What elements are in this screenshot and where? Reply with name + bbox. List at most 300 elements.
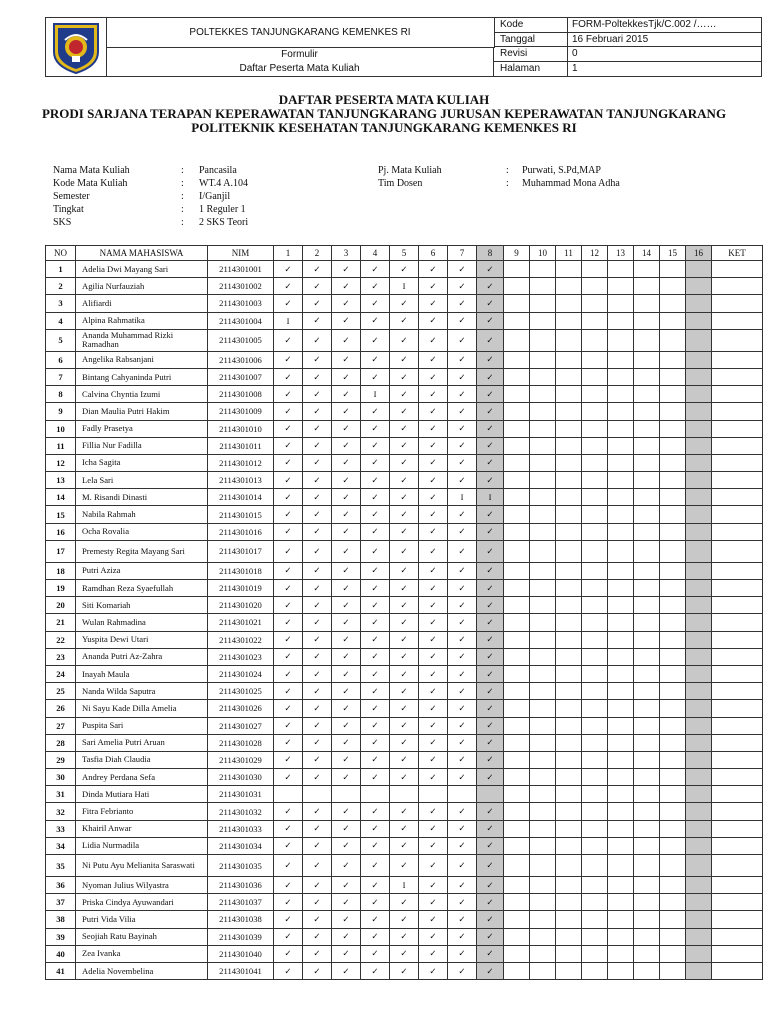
- attendance-mark: ✓: [361, 540, 390, 562]
- attendance-mark: [660, 523, 686, 540]
- attendance-mark: [608, 928, 634, 945]
- info-value: Muhammad Mona Adha: [522, 178, 620, 189]
- student-nim: 2114301014: [208, 489, 274, 506]
- remark-cell: [712, 665, 763, 682]
- row-number: 17: [46, 540, 76, 562]
- student-nim: 2114301015: [208, 506, 274, 523]
- attendance-mark: [634, 597, 660, 614]
- attendance-mark: [556, 506, 582, 523]
- attendance-mark: ✓: [477, 751, 504, 768]
- attendance-mark: [556, 368, 582, 385]
- attendance-mark: [556, 855, 582, 877]
- attendance-mark: [530, 295, 556, 312]
- attendance-mark: ✓: [274, 597, 303, 614]
- attendance-mark: ✓: [390, 700, 419, 717]
- attendance-mark: ✓: [448, 523, 477, 540]
- attendance-mark: ✓: [303, 540, 332, 562]
- attendance-mark: ✓: [361, 597, 390, 614]
- attendance-mark: [686, 472, 712, 489]
- attendance-mark: ✓: [332, 734, 361, 751]
- attendance-mark: ✓: [332, 562, 361, 579]
- attendance-mark: [556, 312, 582, 329]
- attendance-mark: [634, 769, 660, 786]
- attendance-mark: ✓: [477, 472, 504, 489]
- attendance-mark: [608, 351, 634, 368]
- table-row: [46, 489, 763, 506]
- attendance-mark: ✓: [448, 580, 477, 597]
- student-name: Puspita Sari: [76, 717, 208, 734]
- attendance-mark: [582, 295, 608, 312]
- attendance-mark: [686, 820, 712, 837]
- attendance-mark: ✓: [390, 614, 419, 631]
- student-nim: 2114301013: [208, 472, 274, 489]
- student-nim: 2114301007: [208, 368, 274, 385]
- attendance-mark: ✓: [477, 295, 504, 312]
- attendance-mark: [634, 506, 660, 523]
- student-name: Angelika Rabsanjani: [76, 351, 208, 368]
- student-nim: 2114301012: [208, 454, 274, 471]
- attendance-mark: ✓: [361, 928, 390, 945]
- attendance-mark: [582, 769, 608, 786]
- attendance-mark: ✓: [274, 562, 303, 579]
- remark-cell: [712, 351, 763, 368]
- attendance-mark: ✓: [477, 648, 504, 665]
- attendance-mark: ✓: [448, 437, 477, 454]
- attendance-mark: [582, 614, 608, 631]
- attendance-mark: [530, 597, 556, 614]
- attendance-mark: ✓: [303, 386, 332, 403]
- attendance-mark: ✓: [448, 540, 477, 562]
- attendance-mark: [504, 734, 530, 751]
- attendance-mark: [660, 278, 686, 295]
- attendance-mark: ✓: [477, 928, 504, 945]
- student-name: Nabila Rahmah: [76, 506, 208, 523]
- attendance-mark: [634, 803, 660, 820]
- attendance-mark: [608, 945, 634, 962]
- meta-value: FORM-PoltekkesTjk/C.002 /……: [572, 19, 717, 30]
- student-nim: 2114301031: [208, 786, 274, 803]
- attendance-mark: [634, 751, 660, 768]
- attendance-mark: ✓: [274, 683, 303, 700]
- attendance-mark: [660, 700, 686, 717]
- attendance-mark: [660, 820, 686, 837]
- attendance-mark: [686, 312, 712, 329]
- attendance-mark: ✓: [448, 855, 477, 877]
- table-row: [46, 894, 763, 911]
- attendance-mark: ✓: [332, 648, 361, 665]
- student-name: Icha Sagita: [76, 454, 208, 471]
- attendance-mark: ✓: [274, 911, 303, 928]
- attendance-mark: ✓: [419, 368, 448, 385]
- attendance-mark: [582, 386, 608, 403]
- meta-value: 1: [572, 62, 578, 74]
- attendance-mark: [634, 403, 660, 420]
- attendance-mark: [634, 820, 660, 837]
- student-name: Siti Komariah: [76, 597, 208, 614]
- attendance-mark: [477, 786, 504, 803]
- attendance-mark: [556, 648, 582, 665]
- attendance-mark: [556, 295, 582, 312]
- remark-cell: [712, 472, 763, 489]
- attendance-mark: ✓: [303, 631, 332, 648]
- attendance-mark: ✓: [274, 894, 303, 911]
- attendance-mark: ✓: [390, 683, 419, 700]
- student-name: M. Risandi Dinasti: [76, 489, 208, 506]
- attendance-mark: [608, 665, 634, 682]
- attendance-mark: [634, 683, 660, 700]
- attendance-mark: ✓: [390, 717, 419, 734]
- attendance-mark: [582, 597, 608, 614]
- column-header: 3: [332, 246, 361, 261]
- attendance-mark: ✓: [448, 472, 477, 489]
- attendance-mark: [686, 700, 712, 717]
- attendance-mark: ✓: [303, 420, 332, 437]
- student-nim: 2114301018: [208, 562, 274, 579]
- attendance-mark: ✓: [332, 855, 361, 877]
- attendance-mark: ✓: [477, 911, 504, 928]
- attendance-mark: [504, 911, 530, 928]
- student-name: Dinda Mutiara Hati: [76, 786, 208, 803]
- attendance-mark: [660, 911, 686, 928]
- attendance-mark: [660, 386, 686, 403]
- attendance-mark: ✓: [419, 837, 448, 854]
- attendance-mark: [686, 386, 712, 403]
- student-nim: 2114301022: [208, 631, 274, 648]
- column-header: 6: [419, 246, 448, 261]
- attendance-mark: [608, 751, 634, 768]
- attendance-mark: [660, 329, 686, 351]
- attendance-mark: ✓: [390, 295, 419, 312]
- attendance-mark: ✓: [332, 894, 361, 911]
- attendance-mark: [686, 962, 712, 979]
- attendance-mark: ✓: [361, 562, 390, 579]
- attendance-mark: ✓: [477, 717, 504, 734]
- attendance-mark: [686, 734, 712, 751]
- attendance-mark: [582, 523, 608, 540]
- attendance-mark: [660, 420, 686, 437]
- attendance-mark: [608, 648, 634, 665]
- attendance-mark: ✓: [332, 769, 361, 786]
- remark-cell: [712, 261, 763, 278]
- meta-row: [494, 33, 761, 48]
- attendance-mark: [686, 855, 712, 877]
- attendance-mark: [530, 717, 556, 734]
- attendance-mark: ✓: [477, 894, 504, 911]
- attendance-mark: ✓: [390, 351, 419, 368]
- attendance-mark: ✓: [419, 540, 448, 562]
- attendance-mark: [608, 420, 634, 437]
- attendance-mark: [634, 312, 660, 329]
- attendance-mark: [556, 928, 582, 945]
- attendance-mark: [660, 717, 686, 734]
- attendance-mark: ✓: [361, 877, 390, 894]
- attendance-mark: ✓: [390, 489, 419, 506]
- attendance-mark: [634, 717, 660, 734]
- student-name: Nanda Wilda Saputra: [76, 683, 208, 700]
- attendance-mark: ✓: [332, 751, 361, 768]
- meta-key: Kode: [494, 18, 568, 32]
- info-row: [53, 203, 248, 216]
- attendance-mark: [504, 261, 530, 278]
- attendance-mark: [608, 700, 634, 717]
- attendance-mark: ✓: [477, 597, 504, 614]
- attendance-mark: ✓: [419, 523, 448, 540]
- attendance-mark: [530, 506, 556, 523]
- attendance-mark: ✓: [419, 717, 448, 734]
- student-nim: 2114301010: [208, 420, 274, 437]
- info-colon: :: [181, 204, 184, 215]
- remark-cell: [712, 329, 763, 351]
- attendance-mark: [582, 928, 608, 945]
- attendance-mark: ✓: [303, 820, 332, 837]
- table-row: [46, 506, 763, 523]
- attendance-mark: ✓: [390, 540, 419, 562]
- attendance-mark: ✓: [477, 506, 504, 523]
- attendance-mark: ✓: [390, 506, 419, 523]
- info-label: Semester: [53, 191, 90, 202]
- attendance-mark: [530, 329, 556, 351]
- attendance-mark: [530, 368, 556, 385]
- attendance-mark: [582, 855, 608, 877]
- attendance-mark: ✓: [303, 472, 332, 489]
- attendance-mark: [556, 734, 582, 751]
- attendance-mark: ✓: [477, 454, 504, 471]
- attendance-mark: ✓: [390, 820, 419, 837]
- attendance-mark: [660, 855, 686, 877]
- attendance-mark: ✓: [332, 683, 361, 700]
- attendance-mark: [634, 278, 660, 295]
- attendance-mark: [660, 403, 686, 420]
- attendance-mark: ✓: [361, 312, 390, 329]
- attendance-mark: [608, 597, 634, 614]
- attendance-mark: [660, 506, 686, 523]
- row-number: 10: [46, 420, 76, 437]
- student-nim: 2114301033: [208, 820, 274, 837]
- attendance-mark: [582, 717, 608, 734]
- attendance-mark: ✓: [477, 351, 504, 368]
- table-row: [46, 329, 763, 351]
- attendance-mark: I: [390, 278, 419, 295]
- attendance-mark: [686, 683, 712, 700]
- table-row: [46, 700, 763, 717]
- attendance-mark: [608, 614, 634, 631]
- row-number: 9: [46, 403, 76, 420]
- attendance-mark: [530, 945, 556, 962]
- attendance-mark: ✓: [419, 562, 448, 579]
- attendance-mark: ✓: [361, 648, 390, 665]
- row-number: 28: [46, 734, 76, 751]
- attendance-mark: ✓: [361, 734, 390, 751]
- remark-cell: [712, 523, 763, 540]
- meta-key: Halaman: [494, 62, 568, 77]
- info-value: Pancasila: [199, 165, 237, 176]
- attendance-mark: [504, 562, 530, 579]
- attendance-mark: ✓: [303, 700, 332, 717]
- attendance-mark: ✓: [419, 700, 448, 717]
- attendance-mark: ✓: [419, 351, 448, 368]
- attendance-mark: ✓: [274, 962, 303, 979]
- attendance-mark: [660, 580, 686, 597]
- attendance-mark: ✓: [361, 278, 390, 295]
- student-name: Bintang Cahyaninda Putri: [76, 368, 208, 385]
- attendance-mark: ✓: [332, 472, 361, 489]
- attendance-mark: [686, 648, 712, 665]
- attendance-mark: [582, 648, 608, 665]
- attendance-mark: [582, 489, 608, 506]
- student-name: Yuspita Dewi Utari: [76, 631, 208, 648]
- attendance-mark: [634, 562, 660, 579]
- attendance-mark: [634, 665, 660, 682]
- student-name: Putri Vida Vilia: [76, 911, 208, 928]
- attendance-mark: ✓: [390, 597, 419, 614]
- student-nim: 2114301024: [208, 665, 274, 682]
- attendance-mark: ✓: [361, 717, 390, 734]
- attendance-mark: [530, 962, 556, 979]
- meta-row: [494, 18, 761, 33]
- attendance-mark: ✓: [448, 769, 477, 786]
- attendance-mark: ✓: [419, 648, 448, 665]
- column-header: 4: [361, 246, 390, 261]
- column-header: 11: [556, 246, 582, 261]
- attendance-mark: [608, 962, 634, 979]
- attendance-mark: ✓: [332, 489, 361, 506]
- attendance-mark: [686, 368, 712, 385]
- attendance-mark: [556, 911, 582, 928]
- attendance-mark: ✓: [419, 278, 448, 295]
- attendance-mark: [530, 454, 556, 471]
- attendance-mark: [556, 803, 582, 820]
- row-number: 41: [46, 962, 76, 979]
- attendance-mark: ✓: [361, 751, 390, 768]
- table-row: [46, 403, 763, 420]
- attendance-mark: ✓: [477, 803, 504, 820]
- attendance-mark: [504, 837, 530, 854]
- attendance-mark: ✓: [419, 894, 448, 911]
- attendance-mark: [556, 562, 582, 579]
- info-value: 2 SKS Teori: [199, 217, 249, 228]
- attendance-mark: ✓: [419, 855, 448, 877]
- attendance-mark: [582, 665, 608, 682]
- attendance-mark: [504, 683, 530, 700]
- attendance-mark: ✓: [361, 700, 390, 717]
- attendance-mark: [634, 329, 660, 351]
- attendance-mark: ✓: [477, 386, 504, 403]
- attendance-mark: ✓: [419, 945, 448, 962]
- attendance-mark: I: [361, 386, 390, 403]
- attendance-mark: [530, 894, 556, 911]
- attendance-mark: ✓: [477, 769, 504, 786]
- table-row: [46, 837, 763, 854]
- attendance-mark: [686, 717, 712, 734]
- attendance-mark: [556, 437, 582, 454]
- attendance-mark: [582, 540, 608, 562]
- attendance-mark: [634, 928, 660, 945]
- attendance-mark: [608, 523, 634, 540]
- row-number: 23: [46, 648, 76, 665]
- remark-cell: [712, 751, 763, 768]
- attendance-mark: ✓: [332, 962, 361, 979]
- table-row: [46, 351, 763, 368]
- attendance-mark: ✓: [477, 403, 504, 420]
- column-header: NAMA MAHASISWA: [76, 246, 208, 261]
- attendance-mark: ✓: [361, 894, 390, 911]
- attendance-mark: [556, 683, 582, 700]
- attendance-mark: [660, 368, 686, 385]
- row-number: 36: [46, 877, 76, 894]
- meta-row: [494, 47, 761, 62]
- attendance-mark: [530, 562, 556, 579]
- table-row: [46, 386, 763, 403]
- attendance-mark: ✓: [332, 312, 361, 329]
- attendance-mark: ✓: [303, 403, 332, 420]
- attendance-mark: [634, 648, 660, 665]
- attendance-mark: [504, 665, 530, 682]
- attendance-mark: [582, 683, 608, 700]
- attendance-mark: ✓: [419, 472, 448, 489]
- table-row: [46, 665, 763, 682]
- attendance-mark: [686, 540, 712, 562]
- attendance-mark: ✓: [332, 437, 361, 454]
- attendance-mark: [582, 631, 608, 648]
- info-row: [378, 177, 620, 190]
- student-nim: 2114301009: [208, 403, 274, 420]
- attendance-mark: [530, 420, 556, 437]
- attendance-mark: [504, 820, 530, 837]
- attendance-mark: [530, 631, 556, 648]
- attendance-mark: [390, 786, 419, 803]
- attendance-mark: [530, 855, 556, 877]
- attendance-mark: [582, 734, 608, 751]
- attendance-mark: [582, 437, 608, 454]
- remark-cell: [712, 700, 763, 717]
- attendance-mark: [556, 820, 582, 837]
- attendance-mark: ✓: [448, 894, 477, 911]
- column-header: 2: [303, 246, 332, 261]
- info-label: Nama Mata Kuliah: [53, 165, 130, 176]
- attendance-mark: ✓: [274, 368, 303, 385]
- row-number: 34: [46, 837, 76, 854]
- attendance-mark: ✓: [390, 945, 419, 962]
- meta-value: 0: [572, 48, 578, 59]
- attendance-mark: ✓: [448, 803, 477, 820]
- row-number: 11: [46, 437, 76, 454]
- attendance-mark: ✓: [448, 386, 477, 403]
- logo-cell: [46, 18, 107, 76]
- attendance-mark: [556, 580, 582, 597]
- table-row: [46, 945, 763, 962]
- remark-cell: [712, 631, 763, 648]
- attendance-mark: ✓: [419, 261, 448, 278]
- attendance-mark: ✓: [303, 734, 332, 751]
- attendance-mark: ✓: [419, 751, 448, 768]
- attendance-mark: ✓: [332, 403, 361, 420]
- attendance-mark: ✓: [274, 506, 303, 523]
- attendance-mark: ✓: [361, 962, 390, 979]
- attendance-mark: [660, 351, 686, 368]
- attendance-mark: ✓: [332, 580, 361, 597]
- attendance-mark: I: [448, 489, 477, 506]
- student-nim: 2114301028: [208, 734, 274, 751]
- attendance-mark: [556, 894, 582, 911]
- student-nim: 2114301008: [208, 386, 274, 403]
- attendance-mark: ✓: [390, 855, 419, 877]
- attendance-mark: [660, 894, 686, 911]
- table-row: [46, 454, 763, 471]
- attendance-mark: ✓: [448, 837, 477, 854]
- attendance-mark: [582, 261, 608, 278]
- attendance-mark: ✓: [390, 472, 419, 489]
- attendance-mark: [582, 420, 608, 437]
